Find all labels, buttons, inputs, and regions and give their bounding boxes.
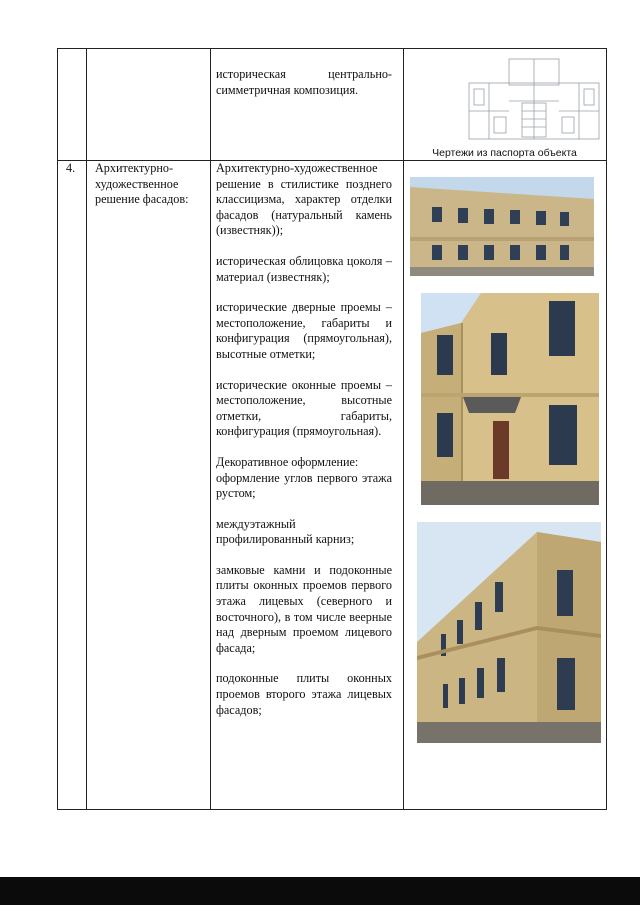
paragraph: междуэтажный профилированный карниз;: [216, 516, 355, 547]
row-number: 4.: [66, 161, 76, 175]
paragraph: Архитектурно-художественное решение в стилистике позднего классицизма, характер отделки фасадов (натуральный камень (известняк));: [216, 161, 392, 238]
paragraph: исторические оконные проемы – местоположение, высотные отметки, габариты, конфигурация (прямоугольная).: [216, 377, 392, 439]
facade-photo-2: [421, 293, 599, 505]
facade-photo-1: [410, 177, 594, 276]
row-top-description: историческая центрально-симметричная композиция.: [216, 67, 392, 97]
facade-photo-3: [417, 522, 601, 743]
scan-border: [0, 877, 640, 905]
row-description: [216, 161, 392, 733]
paragraph: подоконные плиты оконных проемов второго этажа лицевых фасадов;: [216, 671, 392, 717]
paragraph: исторические дверные проемы – местоположение, габариты и конфигурация (прямоугольная), высотные отметки;: [216, 300, 392, 361]
row-name: Архитектурно-художественное решение фасадов:: [95, 161, 189, 207]
plan-caption: Чертежи из паспорта объекта: [432, 147, 577, 159]
floor-plan-drawing: [464, 51, 604, 143]
paragraph: замковые камни и подоконные плиты оконных проемов первого этажа лицевых (северного и восточного), в том числе веерные над дверным проемом лицевого фасада;: [216, 562, 392, 655]
table-col-divider: [403, 49, 404, 809]
paragraph: историческая облицовка цоколя – материал (известняк);: [216, 253, 392, 284]
monument-table: [57, 48, 607, 810]
table-col-divider: [210, 49, 211, 809]
table-col-divider: [86, 49, 87, 809]
paragraph: Декоративное оформление:: [216, 454, 359, 469]
paragraph: оформление углов первого этажа рустом;: [216, 470, 392, 501]
